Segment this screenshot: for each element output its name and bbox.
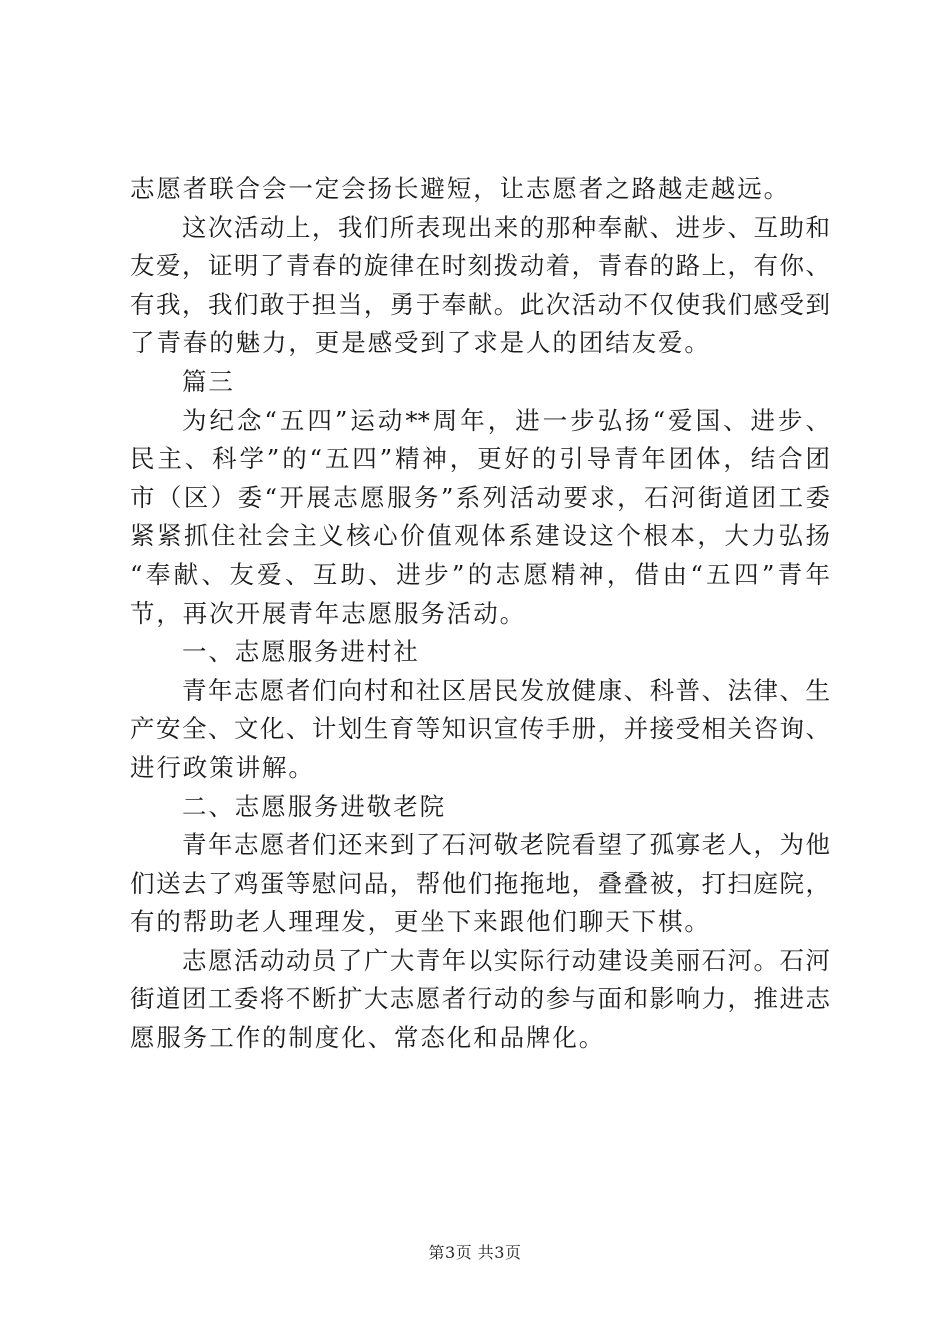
text-line: 街道团工委将不断扩大志愿者行动的参与面和影响力，推进志 xyxy=(130,984,830,1014)
text-line: 友爱，证明了青春的旋律在时刻拨动着，青春的路上，有你、 xyxy=(130,251,830,281)
text-line: 了青春的魅力，更是感受到了求是人的团结友爱。 xyxy=(130,328,711,358)
text-line: 为纪念“五四”运动**周年，进一步弘扬“爱国、进步、 xyxy=(182,405,830,435)
text-line: 市（区）委“开展志愿服务”系列活动要求，石河街道团工委 xyxy=(130,482,830,512)
text-line: 节，再次开展青年志愿服务活动。 xyxy=(130,598,526,628)
text-line: 青年志愿者们向村和社区居民发放健康、科普、法律、生 xyxy=(182,675,830,705)
text-line: 进行政策讲解。 xyxy=(130,752,315,782)
text-line: 青年志愿者们还来到了石河敬老院看望了孤寡老人，为他 xyxy=(182,830,830,860)
text-line: 民主、科学”的“五四”精神，更好的引导青年团体，结合团 xyxy=(130,444,830,474)
text-line: “奉献、友爱、互助、进步”的志愿精神，借由“五四”青年 xyxy=(130,559,830,589)
text-line: 志愿活动动员了广大青年以实际行动建设美丽石河。石河 xyxy=(182,945,830,975)
text-line: 志愿者联合会一定会扬长避短，让志愿者之路越走越远。 xyxy=(130,174,790,203)
text-line: 们送去了鸡蛋等慰问品，帮他们拖拖地，叠叠被，打扫庭院， xyxy=(130,868,830,898)
text-line: 二、志愿服务进敬老院 xyxy=(182,791,446,821)
text-line: 一、志愿服务进村社 xyxy=(182,637,420,667)
text-line: 产安全、文化、计划生育等知识宣传手册，并接受相关咨询、 xyxy=(130,714,830,744)
text-line: 这次活动上，我们所表现出来的那种奉献、进步、互助和 xyxy=(182,212,830,242)
document-body xyxy=(130,170,830,1058)
page-footer: 第3页 共3页 xyxy=(428,1243,522,1262)
text-line: 篇三 xyxy=(182,366,235,396)
text-line: 有的帮助老人理理发，更坐下来跟他们聊天下棋。 xyxy=(130,907,711,937)
text-line: 愿服务工作的制度化、常态化和品牌化。 xyxy=(130,1023,606,1053)
text-line: 有我，我们敢于担当，勇于奉献。此次活动不仅使我们感受到 xyxy=(130,289,830,319)
text-line: 紧紧抓住社会主义核心价值观体系建设这个根本，大力弘扬 xyxy=(130,521,830,551)
